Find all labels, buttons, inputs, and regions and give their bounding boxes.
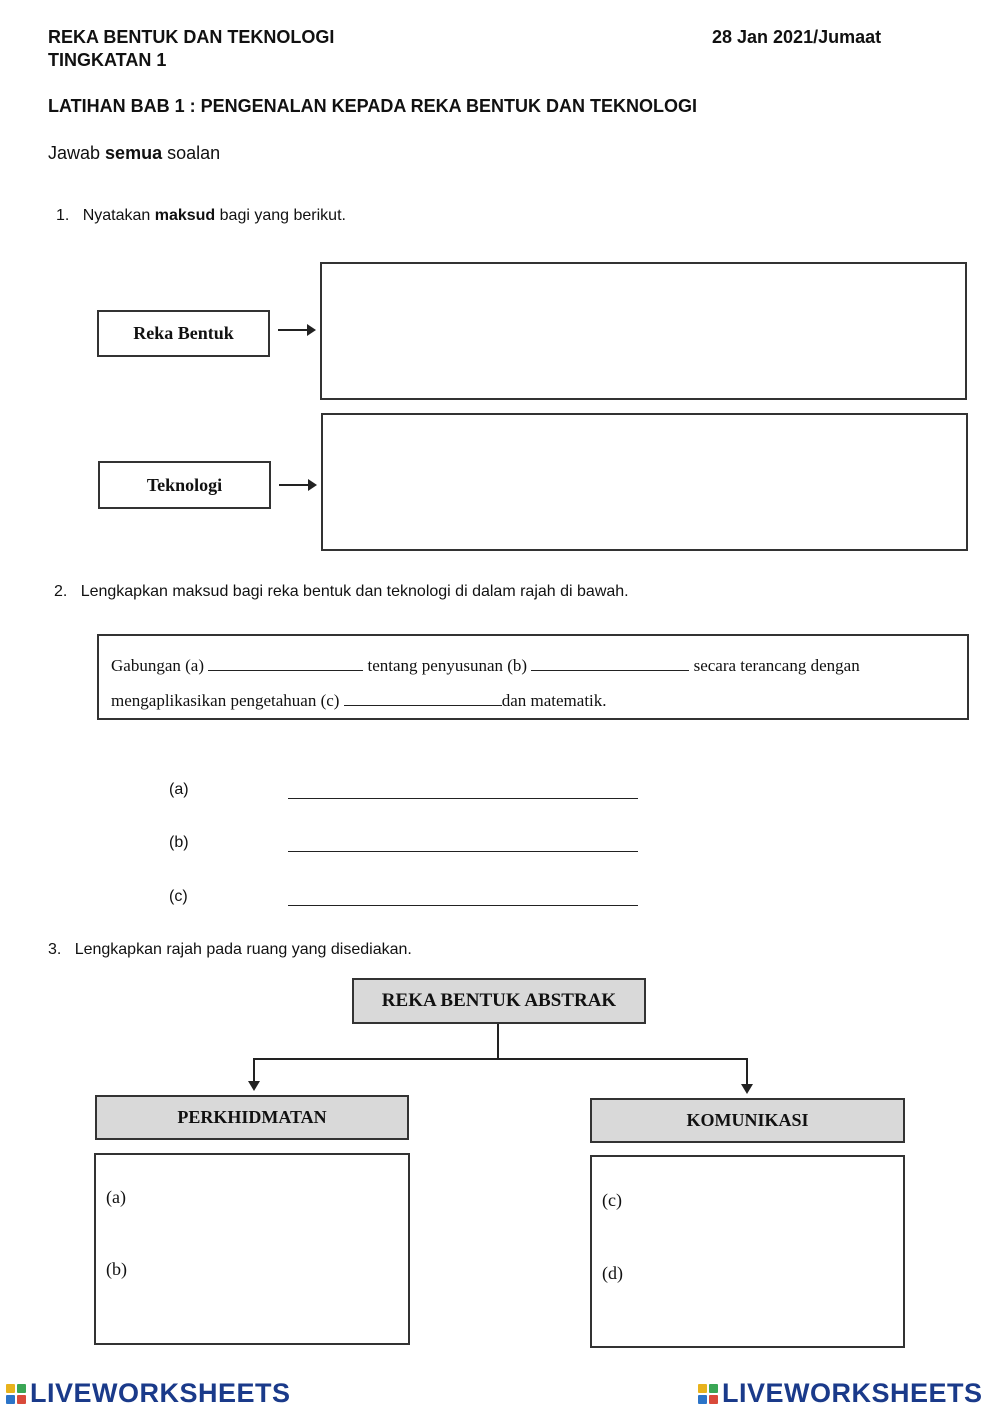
category-komunikasi: KOMUNIKASI bbox=[590, 1098, 905, 1143]
perkhidmatan-answer-box[interactable] bbox=[94, 1153, 410, 1345]
connector-line bbox=[497, 1024, 499, 1059]
answer-line-b[interactable] bbox=[288, 851, 638, 852]
blank-a[interactable] bbox=[208, 656, 363, 671]
connector-line bbox=[746, 1058, 748, 1085]
liveworksheets-logo bbox=[698, 1378, 983, 1409]
q3-prompt bbox=[48, 941, 412, 959]
logo-icon bbox=[698, 1384, 718, 1404]
q1-prompt bbox=[56, 207, 346, 225]
definition-text: mengaplikasikan pengetahuan (c) bbox=[111, 691, 340, 710]
answer-label-c: (c) bbox=[169, 888, 188, 905]
blank-c[interactable] bbox=[344, 691, 502, 706]
instruction-suffix: soalan bbox=[162, 143, 221, 163]
arrow-down-icon bbox=[248, 1081, 260, 1091]
answer-line-a[interactable] bbox=[288, 798, 638, 799]
instruction bbox=[48, 143, 220, 164]
arrow-down-icon bbox=[741, 1084, 753, 1094]
definition-line-1 bbox=[111, 656, 860, 676]
logo-text: LIVEWORKSHEETS bbox=[722, 1378, 983, 1408]
diagram-root: REKA BENTUK ABSTRAK bbox=[352, 978, 646, 1024]
definition-text: secara terancang dengan bbox=[693, 656, 860, 675]
q1-text-bold: maksud bbox=[154, 207, 216, 224]
definition-text: dan matematik. bbox=[501, 691, 607, 710]
answer-label-b: (b) bbox=[169, 834, 189, 851]
q1-text-prefix: Nyatakan bbox=[82, 207, 155, 224]
arrow-right-icon bbox=[279, 484, 315, 486]
subject-title: REKA BENTUK DAN TEKNOLOGI bbox=[48, 27, 335, 47]
item-label-a: (a) bbox=[106, 1187, 126, 1207]
answer-box-teknologi[interactable] bbox=[321, 413, 968, 551]
answer-label-a: (a) bbox=[169, 781, 189, 798]
category-perkhidmatan: PERKHIDMATAN bbox=[95, 1095, 409, 1140]
definition-text: Gabungan (a) bbox=[111, 656, 204, 675]
logo-icon bbox=[6, 1384, 26, 1404]
date-label: 28 Jan 2021/Jumaat bbox=[712, 27, 882, 47]
connector-line bbox=[253, 1058, 748, 1060]
liveworksheets-logo bbox=[6, 1378, 291, 1409]
term-teknologi: Teknologi bbox=[98, 461, 271, 509]
definition-box bbox=[97, 634, 969, 720]
blank-b[interactable] bbox=[531, 656, 689, 671]
chapter-title: LATIHAN BAB 1 : PENGENALAN KEPADA REKA BENTUK DAN TEKNOLOGI bbox=[48, 96, 698, 116]
q2-prompt bbox=[54, 583, 629, 601]
q3-number: 3. bbox=[48, 941, 62, 958]
item-label-d: (d) bbox=[602, 1263, 623, 1283]
item-label-b: (b) bbox=[106, 1259, 127, 1279]
q1-text-suffix: bagi yang berikut. bbox=[215, 207, 346, 224]
answer-box-reka-bentuk[interactable] bbox=[320, 262, 967, 400]
definition-line-2 bbox=[111, 691, 607, 711]
answer-line-c[interactable] bbox=[288, 905, 638, 906]
instruction-bold: semua bbox=[105, 143, 163, 163]
logo-text: LIVEWORKSHEETS bbox=[30, 1378, 291, 1408]
instruction-prefix: Jawab bbox=[48, 143, 106, 163]
level-label: TINGKATAN 1 bbox=[48, 50, 167, 70]
komunikasi-answer-box[interactable] bbox=[590, 1155, 905, 1348]
q1-number: 1. bbox=[56, 207, 70, 224]
arrow-right-icon bbox=[278, 329, 314, 331]
q2-text: Lengkapkan maksud bagi reka bentuk dan teknologi di dalam rajah di bawah. bbox=[80, 583, 629, 600]
q2-number: 2. bbox=[54, 583, 68, 600]
item-label-c: (c) bbox=[602, 1190, 622, 1210]
term-reka-bentuk: Reka Bentuk bbox=[97, 310, 270, 357]
connector-line bbox=[253, 1058, 255, 1082]
definition-text: tentang penyusunan (b) bbox=[367, 656, 528, 675]
q3-text: Lengkapkan rajah pada ruang yang disediakan. bbox=[74, 941, 412, 958]
